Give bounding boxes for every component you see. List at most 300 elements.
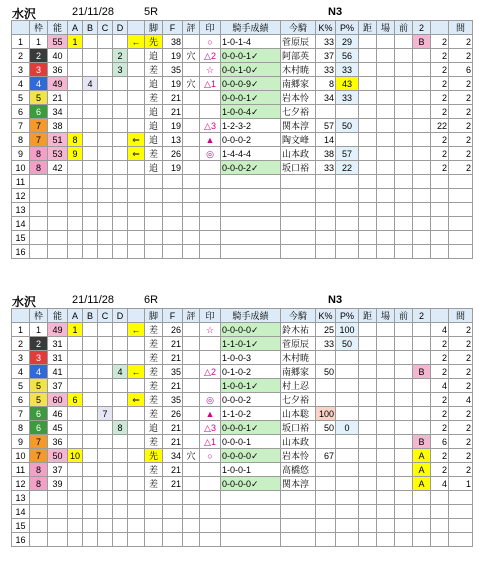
row-number: 8: [12, 133, 30, 147]
interval-a-cell: 2: [431, 407, 449, 421]
interval-b-cell: [449, 217, 473, 231]
leg-cell: [145, 189, 163, 203]
table-row: [12, 477, 473, 491]
eval-cell: [183, 351, 200, 365]
arrow-cell: [128, 63, 145, 77]
rank-d-cell: [113, 351, 128, 365]
rank-a-cell: 1: [68, 35, 83, 49]
rank-b-cell: [83, 63, 98, 77]
rank-a-cell: [68, 533, 83, 547]
rank-d-cell: [113, 407, 128, 421]
interval-a-cell: [431, 175, 449, 189]
course-cell: [377, 421, 395, 435]
jockey-cell: 木村暁: [281, 63, 316, 77]
rank-d-cell: [113, 463, 128, 477]
jockey-cell: 阿部英: [281, 49, 316, 63]
prev-cell: [395, 35, 413, 49]
row-number: 10: [12, 161, 30, 175]
jockey-record-cell: [221, 505, 281, 519]
rank-c-cell: [98, 133, 113, 147]
distance-cell: [359, 421, 377, 435]
jockey-cell: [281, 245, 316, 259]
rank-b-cell: [83, 133, 98, 147]
row-number: 3: [12, 351, 30, 365]
f-cell: 21: [163, 435, 183, 449]
second-cell: A: [413, 463, 431, 477]
rank-a-cell: 1: [68, 323, 83, 337]
p-rate-cell: [336, 393, 359, 407]
interval-a-cell: 2: [431, 35, 449, 49]
jockey-record-cell: [221, 175, 281, 189]
waku-cell: 7: [30, 435, 48, 449]
arrow-cell: [128, 175, 145, 189]
table-row: [12, 35, 473, 49]
interval-a-cell: 2: [431, 421, 449, 435]
table-row-empty: [12, 231, 473, 245]
eval-cell: [183, 203, 200, 217]
rank-d-cell: [113, 91, 128, 105]
interval-b-cell: 2: [449, 147, 473, 161]
jockey-cell: [281, 217, 316, 231]
course-cell: [377, 365, 395, 379]
course-cell: [377, 189, 395, 203]
p-rate-cell: 100: [336, 323, 359, 337]
second-cell: [413, 91, 431, 105]
row-number: 16: [12, 533, 30, 547]
row-number: 7: [12, 407, 30, 421]
f-cell: 21: [163, 421, 183, 435]
column-header: 能: [48, 309, 68, 323]
race-date: 21/11/28: [72, 6, 115, 18]
leg-cell: 追: [145, 105, 163, 119]
eval-cell: [183, 379, 200, 393]
p-rate-cell: [336, 245, 359, 259]
rank-c-cell: [98, 477, 113, 491]
column-header: 前: [395, 21, 413, 35]
rank-d-cell: [113, 379, 128, 393]
table-row: [12, 435, 473, 449]
interval-a-cell: 22: [431, 119, 449, 133]
distance-cell: [359, 379, 377, 393]
table-row: [12, 91, 473, 105]
jockey-record-cell: 0-0-0-9✓: [221, 77, 281, 91]
column-header: 印: [200, 309, 221, 323]
f-cell: 26: [163, 407, 183, 421]
interval-a-cell: 4: [431, 379, 449, 393]
f-cell: 21: [163, 337, 183, 351]
prev-cell: [395, 379, 413, 393]
rank-c-cell: [98, 463, 113, 477]
column-header: 評: [183, 309, 200, 323]
prev-cell: [395, 435, 413, 449]
rank-d-cell: [113, 161, 128, 175]
rank-b-cell: [83, 323, 98, 337]
interval-a-cell: 2: [431, 63, 449, 77]
column-header: 距: [359, 21, 377, 35]
leg-cell: [145, 245, 163, 259]
interval-b-cell: 2: [449, 105, 473, 119]
arrow-cell: [128, 463, 145, 477]
rank-a-cell: [68, 407, 83, 421]
mark-cell: [200, 231, 221, 245]
interval-a-cell: [431, 491, 449, 505]
arrow-cell: [128, 421, 145, 435]
rank-d-cell: [113, 533, 128, 547]
second-cell: [413, 533, 431, 547]
venue-label: 水沢: [12, 7, 37, 21]
rank-b-cell: [83, 245, 98, 259]
rank-d-cell: [113, 119, 128, 133]
ability-cell: 36: [48, 435, 68, 449]
column-header: B: [83, 21, 98, 35]
rank-c-cell: [98, 365, 113, 379]
rank-d-cell: 2: [113, 49, 128, 63]
mark-cell: ☆: [200, 63, 221, 77]
jockey-record-cell: [221, 203, 281, 217]
row-number: 16: [12, 245, 30, 259]
jockey-cell: [281, 519, 316, 533]
mark-cell: [200, 203, 221, 217]
p-rate-cell: [336, 175, 359, 189]
p-rate-cell: [336, 379, 359, 393]
prev-cell: [395, 133, 413, 147]
mark-cell: ◎: [200, 147, 221, 161]
jockey-record-cell: 0-0-0-0✓: [221, 323, 281, 337]
leg-cell: 差: [145, 337, 163, 351]
k-rate-cell: [316, 393, 336, 407]
eval-cell: [183, 491, 200, 505]
second-cell: [413, 63, 431, 77]
jockey-record-cell: 0-0-1-0✓: [221, 63, 281, 77]
row-number: 6: [12, 393, 30, 407]
k-rate-cell: [316, 477, 336, 491]
jockey-cell: 南郷家: [281, 365, 316, 379]
p-rate-cell: [336, 463, 359, 477]
leg-cell: [145, 217, 163, 231]
k-rate-cell: [316, 533, 336, 547]
k-rate-cell: [316, 217, 336, 231]
prev-cell: [395, 175, 413, 189]
interval-b-cell: 2: [449, 35, 473, 49]
distance-cell: [359, 147, 377, 161]
interval-b-cell: [449, 505, 473, 519]
race-number: 6R: [144, 294, 159, 306]
f-cell: 13: [163, 133, 183, 147]
course-cell: [377, 77, 395, 91]
ability-cell: 37: [48, 463, 68, 477]
mark-cell: [200, 189, 221, 203]
ability-cell: 31: [48, 351, 68, 365]
jockey-record-cell: 0-0-0-0✓: [221, 449, 281, 463]
column-header: 評: [183, 21, 200, 35]
second-cell: [413, 407, 431, 421]
waku-cell: 4: [30, 77, 48, 91]
jockey-record-cell: 1-0-0-3: [221, 351, 281, 365]
course-cell: [377, 105, 395, 119]
mark-cell: [200, 161, 221, 175]
waku-cell: [30, 189, 48, 203]
f-cell: 19: [163, 119, 183, 133]
jockey-record-cell: [221, 533, 281, 547]
distance-cell: [359, 35, 377, 49]
second-cell: [413, 161, 431, 175]
course-cell: [377, 91, 395, 105]
interval-a-cell: 2: [431, 91, 449, 105]
rank-a-cell: [68, 245, 83, 259]
jockey-cell: 山本政: [281, 435, 316, 449]
interval-a-cell: [431, 519, 449, 533]
prev-cell: [395, 491, 413, 505]
course-cell: [377, 505, 395, 519]
rank-c-cell: [98, 505, 113, 519]
interval-b-cell: 2: [449, 337, 473, 351]
waku-cell: 6: [30, 105, 48, 119]
rank-c-cell: [98, 533, 113, 547]
race-number: 5R: [144, 6, 159, 18]
rank-c-cell: [98, 323, 113, 337]
jockey-cell: 陶文峰: [281, 133, 316, 147]
column-header: 騎手成績: [221, 309, 281, 323]
p-rate-cell: [336, 533, 359, 547]
leg-cell: 追: [145, 119, 163, 133]
jockey-record-cell: 1-2-3-2: [221, 119, 281, 133]
p-rate-cell: [336, 435, 359, 449]
rank-b-cell: [83, 189, 98, 203]
arrow-cell: [128, 203, 145, 217]
second-cell: [413, 175, 431, 189]
p-rate-cell: [336, 477, 359, 491]
mark-cell: ▲: [200, 133, 221, 147]
column-header: 枠: [30, 21, 48, 35]
k-rate-cell: 25: [316, 323, 336, 337]
p-rate-cell: [336, 133, 359, 147]
ability-cell: 41: [48, 365, 68, 379]
column-header: 前: [395, 309, 413, 323]
arrow-cell: [128, 407, 145, 421]
p-rate-cell: [336, 365, 359, 379]
prev-cell: [395, 119, 413, 133]
column-header: 間: [449, 21, 473, 35]
mark-cell: ▲: [200, 407, 221, 421]
row-number: 4: [12, 77, 30, 91]
k-rate-cell: [316, 491, 336, 505]
eval-cell: [183, 63, 200, 77]
rank-d-cell: [113, 505, 128, 519]
interval-a-cell: 2: [431, 161, 449, 175]
interval-a-cell: [431, 245, 449, 259]
arrow-cell: [128, 449, 145, 463]
jockey-record-cell: 0-1-0-2: [221, 365, 281, 379]
mark-cell: [200, 505, 221, 519]
race-class: N3: [328, 294, 343, 306]
column-header: 今騎: [281, 309, 316, 323]
waku-cell: 8: [30, 161, 48, 175]
rank-a-cell: [68, 477, 83, 491]
distance-cell: [359, 533, 377, 547]
prev-cell: [395, 519, 413, 533]
interval-b-cell: 2: [449, 379, 473, 393]
rank-a-cell: [68, 351, 83, 365]
prev-cell: [395, 533, 413, 547]
jockey-cell: 鈴木祐: [281, 323, 316, 337]
rank-c-cell: [98, 77, 113, 91]
k-rate-cell: [316, 435, 336, 449]
leg-cell: 差: [145, 463, 163, 477]
f-cell: 35: [163, 63, 183, 77]
p-rate-cell: [336, 105, 359, 119]
row-number: 6: [12, 105, 30, 119]
course-cell: [377, 477, 395, 491]
rank-a-cell: [68, 91, 83, 105]
course-cell: [377, 533, 395, 547]
table-row: [12, 63, 473, 77]
k-rate-cell: [316, 245, 336, 259]
rank-a-cell: 6: [68, 393, 83, 407]
row-number: 5: [12, 379, 30, 393]
prev-cell: [395, 477, 413, 491]
interval-a-cell: [431, 217, 449, 231]
distance-cell: [359, 393, 377, 407]
second-cell: [413, 505, 431, 519]
interval-a-cell: 2: [431, 105, 449, 119]
leg-cell: 追: [145, 421, 163, 435]
k-rate-cell: 33: [316, 63, 336, 77]
jockey-cell: 関本淳: [281, 119, 316, 133]
f-cell: 21: [163, 463, 183, 477]
arrow-cell: [128, 491, 145, 505]
k-rate-cell: 57: [316, 119, 336, 133]
arrow-cell: [128, 351, 145, 365]
rank-c-cell: [98, 435, 113, 449]
column-header: K%: [316, 21, 336, 35]
jockey-cell: 七夕裕: [281, 105, 316, 119]
column-header: D: [113, 309, 128, 323]
second-cell: [413, 337, 431, 351]
jockey-record-cell: [221, 245, 281, 259]
rank-b-cell: [83, 217, 98, 231]
eval-cell: [183, 35, 200, 49]
eval-cell: [183, 533, 200, 547]
arrow-cell: [128, 105, 145, 119]
jockey-cell: [281, 175, 316, 189]
prev-cell: [395, 351, 413, 365]
ability-cell: 50: [48, 449, 68, 463]
second-cell: [413, 379, 431, 393]
leg-cell: 差: [145, 435, 163, 449]
rank-c-cell: [98, 519, 113, 533]
arrow-cell: [128, 77, 145, 91]
rank-a-cell: [68, 519, 83, 533]
rank-d-cell: [113, 519, 128, 533]
rank-d-cell: [113, 393, 128, 407]
prev-cell: [395, 245, 413, 259]
rank-c-cell: [98, 175, 113, 189]
prev-cell: [395, 505, 413, 519]
f-cell: 21: [163, 351, 183, 365]
row-number: 12: [12, 189, 30, 203]
table-row: [12, 449, 473, 463]
eval-cell: [183, 477, 200, 491]
k-rate-cell: 33: [316, 337, 336, 351]
leg-cell: 先: [145, 449, 163, 463]
interval-b-cell: [449, 519, 473, 533]
column-header: A: [68, 309, 83, 323]
course-cell: [377, 35, 395, 49]
course-cell: [377, 245, 395, 259]
prev-cell: [395, 463, 413, 477]
rank-d-cell: [113, 491, 128, 505]
eval-cell: [183, 231, 200, 245]
row-number: 14: [12, 217, 30, 231]
second-cell: B: [413, 365, 431, 379]
interval-a-cell: [431, 203, 449, 217]
table-row-empty: [12, 203, 473, 217]
rank-b-cell: [83, 119, 98, 133]
interval-b-cell: [449, 231, 473, 245]
second-cell: B: [413, 35, 431, 49]
second-cell: [413, 491, 431, 505]
row-number: 12: [12, 477, 30, 491]
p-rate-cell: [336, 519, 359, 533]
second-cell: [413, 189, 431, 203]
ability-cell: 45: [48, 421, 68, 435]
rank-b-cell: [83, 337, 98, 351]
interval-b-cell: 2: [449, 421, 473, 435]
distance-cell: [359, 63, 377, 77]
f-cell: 21: [163, 91, 183, 105]
f-cell: [163, 189, 183, 203]
distance-cell: [359, 435, 377, 449]
p-rate-cell: [336, 231, 359, 245]
ability-cell: [48, 217, 68, 231]
rank-a-cell: [68, 77, 83, 91]
eval-cell: [183, 407, 200, 421]
course-cell: [377, 491, 395, 505]
rank-b-cell: [83, 421, 98, 435]
column-header: [431, 309, 449, 323]
course-cell: [377, 119, 395, 133]
rank-d-cell: [113, 105, 128, 119]
course-cell: [377, 393, 395, 407]
waku-cell: [30, 217, 48, 231]
eval-cell: [183, 105, 200, 119]
table-row: [12, 105, 473, 119]
distance-cell: [359, 175, 377, 189]
eval-cell: [183, 161, 200, 175]
mark-cell: △3: [200, 421, 221, 435]
rank-d-cell: [113, 35, 128, 49]
rank-d-cell: 4: [113, 365, 128, 379]
column-header: 場: [377, 309, 395, 323]
distance-cell: [359, 203, 377, 217]
ability-cell: [48, 189, 68, 203]
interval-b-cell: [449, 245, 473, 259]
arrow-cell: ←: [128, 323, 145, 337]
rank-b-cell: [83, 533, 98, 547]
leg-cell: 追: [145, 77, 163, 91]
row-number: 9: [12, 435, 30, 449]
eval-cell: [183, 365, 200, 379]
row-number: 11: [12, 175, 30, 189]
rank-b-cell: [83, 35, 98, 49]
table-row-empty: [12, 175, 473, 189]
p-rate-cell: [336, 407, 359, 421]
distance-cell: [359, 477, 377, 491]
rank-b-cell: [83, 365, 98, 379]
rank-d-cell: [113, 133, 128, 147]
table-row: [12, 407, 473, 421]
k-rate-cell: 38: [316, 147, 336, 161]
